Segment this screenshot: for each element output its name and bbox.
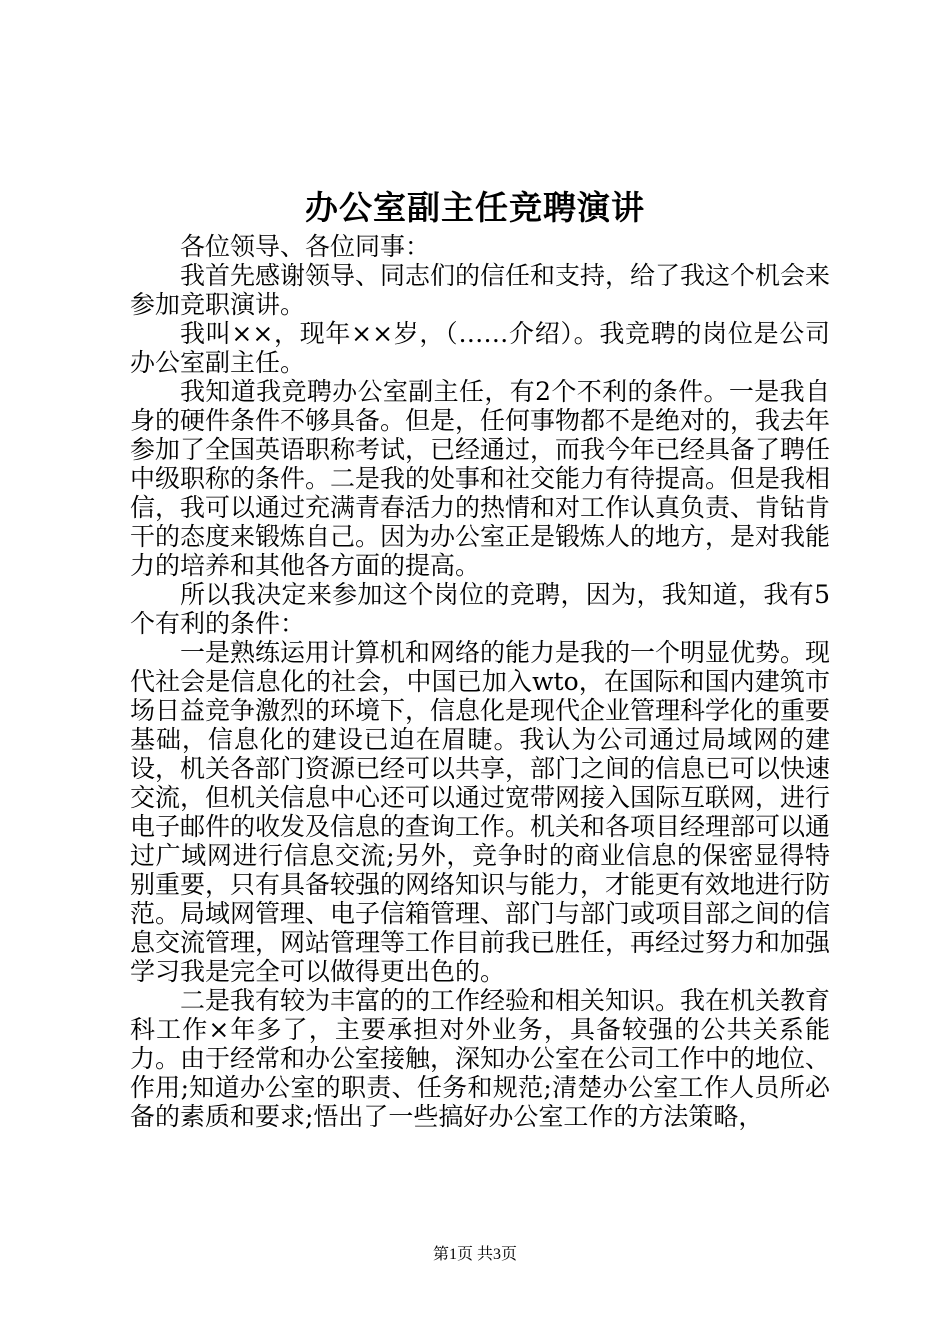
paragraph-disadvantages: 我知道我竞聘办公室副主任，有2个不利的条件。一是我自身的硬件条件不够具备。但是，任何事物都不是绝对的，我去年参加了全国英语职称考试，已经通过，而我今年已经具备了聘任中级职称的条件。二是我的处事和社交能力有待提高。但是我相信，我可以通过充满青春活力的热情和对工作认真负责、肯钻肯干的态度来锻炼自己。因为办公室正是锻炼人的地方，是对我能力的培养和其他各方面的提高。 — [130, 377, 831, 580]
paragraph-advantage-two: 二是我有较为丰富的的工作经验和相关知识。我在机关教育科工作×年多了，主要承担对外业务，具备较强的公共关系能力。由于经常和办公室接触，深知办公室在公司工作中的地位、作用;知道办公室的职责、任务和规范;清楚办公室工作人员所必备的素质和要求;悟出了一些搞好办公室工作的方法策略， — [130, 986, 831, 1131]
paragraph-salutation: 各位领导、各位同事： — [180, 232, 431, 261]
document-title: 办公室副主任竞聘演讲 — [305, 188, 645, 227]
paragraph-advantage-one: 一是熟练运用计算机和网络的能力是我的一个明显优势。现代社会是信息化的社会，中国已加入wto，在国际和国内建筑市场日益竞争激烈的环境下，信息化是现代企业管理科学化的重要基础，信息化的建设已迫在眉睫。我认为公司通过局域网的建设，机关各部门资源已经可以共享，部门之间的信息已可以快速交流，但机关信息中心还可以通过宽带网接入国际互联网，进行电子邮件的收发及信息的查询工作。机关和各项目经理部可以通过广域网进行信息交流;另外，竞争时的商业信息的保密显得特别重要，只有具备较强的网络知识与能力，才能更有效地进行防范。局域网管理、电子信箱管理、部门与部门或项目部之间的信息交流管理，网站管理等工作目前我已胜任，再经过努力和加强学习我是完全可以做得更出色的。 — [130, 638, 831, 986]
paragraph-advantages-intro: 所以我决定来参加这个岗位的竞聘，因为，我知道，我有5个有利的条件： — [130, 580, 830, 638]
paragraph-thanks: 我首先感谢领导、同志们的信任和支持，给了我这个机会来参加竞职演讲。 — [130, 261, 831, 319]
page-number-footer: 第1页 共3页 — [432, 1246, 517, 1263]
paragraph-introduction: 我叫××，现年××岁，（……介绍）。我竞聘的岗位是公司办公室副主任。 — [130, 319, 830, 377]
document-body — [130, 232, 830, 1131]
